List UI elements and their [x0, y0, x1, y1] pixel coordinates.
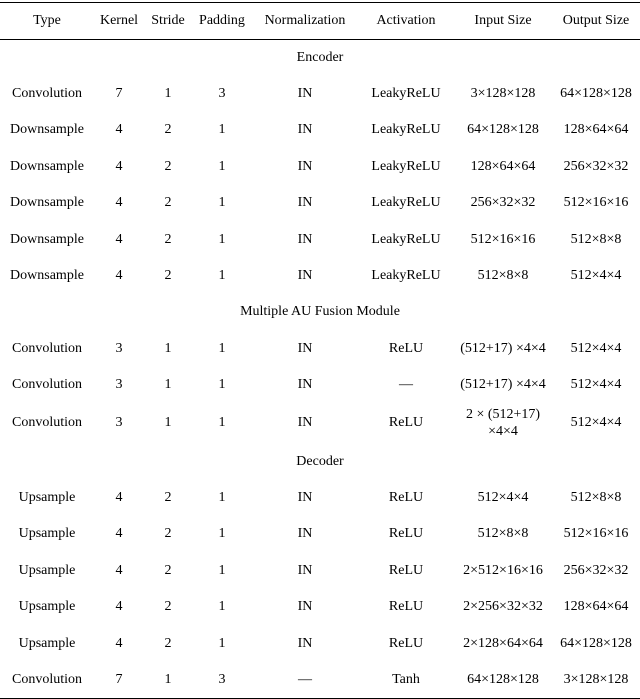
cell-output-size: 256×32×32: [563, 562, 629, 578]
cell-type: Downsample: [10, 158, 84, 174]
cell-activation: Tanh: [358, 662, 454, 698]
cell-input-size: 512×16×16: [470, 231, 536, 247]
cell-type: Upsample: [18, 635, 76, 651]
table-row: [0, 403, 640, 443]
cell-padding: 1: [218, 268, 226, 284]
cell-stride: 2: [164, 195, 172, 211]
cell-activation: ReLU: [388, 415, 424, 431]
cell-stride: 2: [164, 526, 172, 542]
cell-stride: 2: [164, 268, 172, 284]
cell-normalization: IN: [297, 489, 313, 505]
table-header: [0, 3, 640, 40]
cell-activation: LeakyReLU: [371, 158, 441, 174]
section-row: [0, 40, 640, 76]
cell-normalization: IN: [297, 599, 313, 615]
cell-kernel: 4: [115, 195, 123, 211]
cell-type: Downsample: [10, 195, 84, 211]
cell-normalization: IN: [297, 377, 313, 393]
cell-type: Upsample: [18, 526, 76, 542]
cell-input-size: 64×128×128: [454, 662, 552, 698]
cell-stride: 1: [164, 86, 172, 102]
cell-type: Downsample: [10, 231, 84, 247]
table-row: [0, 258, 640, 294]
cell-input-size: 2×128×64×64: [463, 635, 543, 651]
cell-activation: LeakyReLU: [371, 195, 441, 211]
cell-stride: 1: [164, 377, 172, 393]
cell-input-size: (512+17) ×4×4: [460, 340, 546, 356]
cell-input-size: 2×512×16×16: [463, 562, 543, 578]
cell-kernel: 4: [115, 122, 123, 138]
table-row: [0, 221, 640, 257]
cell-stride: 2: [164, 122, 172, 138]
cell-type: Convolution: [11, 415, 82, 431]
cell-padding: 3: [192, 662, 252, 698]
cell-output-size: 512×4×4: [570, 340, 622, 356]
cell-output-size: 128×64×64: [563, 599, 629, 615]
cell-padding: 3: [218, 86, 226, 102]
cell-kernel: 4: [115, 231, 123, 247]
cell-kernel: 3: [115, 340, 123, 356]
cell-kernel: 3: [115, 415, 123, 431]
cell-kernel: 3: [115, 377, 123, 393]
cell-type: Upsample: [18, 489, 76, 505]
cell-padding: 1: [218, 122, 226, 138]
cell-type: Convolution: [11, 340, 82, 356]
cell-type: Convolution: [11, 86, 82, 102]
table-row: [0, 589, 640, 625]
section-row: [0, 443, 640, 479]
cell-input-size: 64×128×128: [467, 122, 539, 138]
cell-normalization: IN: [297, 340, 313, 356]
cell-activation: LeakyReLU: [371, 268, 441, 284]
cell-output-size: 512×4×4: [570, 377, 622, 393]
header-stride: Stride: [144, 3, 192, 40]
cell-normalization: IN: [297, 415, 313, 431]
cell-padding: 1: [218, 377, 226, 393]
cell-normalization: IN: [297, 158, 313, 174]
table-body: [0, 40, 640, 699]
table-row: [0, 367, 640, 403]
cell-padding: 1: [218, 489, 226, 505]
cell-stride: 2: [164, 489, 172, 505]
cell-output-size: 256×32×32: [563, 158, 629, 174]
cell-type: Upsample: [18, 562, 76, 578]
cell-stride: 2: [164, 158, 172, 174]
cell-input-size: (512+17) ×4×4: [460, 377, 546, 393]
cell-stride: 1: [164, 415, 172, 431]
table-row: [0, 516, 640, 552]
table-row: [0, 553, 640, 589]
cell-padding: 1: [218, 635, 226, 651]
cell-activation: LeakyReLU: [371, 231, 441, 247]
header-type: Type: [0, 3, 94, 40]
cell-output-size: 512×4×4: [570, 415, 622, 431]
cell-padding: 1: [218, 195, 226, 211]
section-title: Multiple AU Fusion Module: [240, 304, 400, 320]
cell-normalization: IN: [297, 122, 313, 138]
cell-kernel: 4: [115, 268, 123, 284]
cell-stride: 2: [164, 562, 172, 578]
header-row: [0, 3, 640, 40]
section-row: [0, 294, 640, 330]
cell-stride: 2: [164, 635, 172, 651]
cell-kernel: 4: [115, 489, 123, 505]
cell-type: Upsample: [18, 599, 76, 615]
cell-kernel: 4: [115, 599, 123, 615]
cell-type: Downsample: [10, 268, 84, 284]
cell-normalization: IN: [297, 635, 313, 651]
cell-type: Convolution: [0, 662, 94, 698]
cell-activation: ReLU: [388, 526, 424, 542]
table-row: [0, 331, 640, 367]
section-title: Encoder: [296, 49, 344, 65]
cell-stride: 1: [144, 662, 192, 698]
cell-activation: ReLU: [388, 489, 424, 505]
cell-kernel: 4: [115, 158, 123, 174]
section-title: Decoder: [296, 453, 344, 469]
cell-padding: 1: [218, 562, 226, 578]
header-activation: Activation: [358, 3, 454, 40]
cell-output-size: 512×16×16: [563, 195, 629, 211]
header-output-size: Output Size: [552, 3, 640, 40]
table-row: [0, 112, 640, 148]
cell-normalization: IN: [297, 268, 313, 284]
header-normalization: Normalization: [252, 3, 358, 40]
cell-input-size: 512×8×8: [477, 526, 529, 542]
table-row: [0, 76, 640, 112]
cell-output-size: 64×128×128: [560, 86, 632, 102]
cell-input-size: 256×32×32: [470, 195, 536, 211]
table-row: [0, 185, 640, 221]
cell-output-size: 512×4×4: [570, 268, 622, 284]
cell-normalization: IN: [297, 195, 313, 211]
table-row: [0, 480, 640, 516]
cell-padding: 1: [218, 599, 226, 615]
cell-input-size: 128×64×64: [470, 158, 536, 174]
cell-activation: LeakyReLU: [371, 86, 441, 102]
cell-stride: 2: [164, 231, 172, 247]
cell-kernel: 4: [115, 562, 123, 578]
cell-stride: 2: [164, 599, 172, 615]
header-input-size: Input Size: [454, 3, 552, 40]
cell-kernel: 4: [115, 526, 123, 542]
cell-padding: 1: [218, 340, 226, 356]
cell-padding: 1: [218, 526, 226, 542]
cell-output-size: 512×16×16: [563, 526, 629, 542]
cell-activation: ReLU: [388, 562, 424, 578]
table-row: [0, 149, 640, 185]
cell-output-size: 512×8×8: [570, 231, 622, 247]
cell-output-size: 512×8×8: [570, 489, 622, 505]
cell-input-size: 2×256×32×32: [463, 599, 543, 615]
cell-output-size: 128×64×64: [563, 122, 629, 138]
cell-padding: 1: [218, 415, 226, 431]
cell-type: Convolution: [11, 377, 82, 393]
cell-normalization: IN: [297, 526, 313, 542]
cell-output-size: 3×128×128: [552, 662, 640, 698]
cell-padding: 1: [218, 158, 226, 174]
cell-kernel: 7: [94, 662, 144, 698]
table-row: [0, 662, 640, 698]
header-kernel: Kernel: [94, 3, 144, 40]
cell-input-size: 512×4×4: [477, 489, 529, 505]
cell-activation: ReLU: [388, 340, 424, 356]
cell-kernel: 4: [115, 635, 123, 651]
cell-output-size: 64×128×128: [560, 635, 632, 651]
cell-input-size: 512×8×8: [477, 268, 529, 284]
cell-activation: LeakyReLU: [371, 122, 441, 138]
cell-normalization: IN: [297, 86, 313, 102]
cell-normalization: IN: [297, 562, 313, 578]
table-row: [0, 625, 640, 661]
header-padding: Padding: [192, 3, 252, 40]
cell-stride: 1: [164, 340, 172, 356]
cell-activation: ReLU: [388, 599, 424, 615]
architecture-table: [0, 2, 640, 699]
cell-input-size: 2 × (512+17) ×4×4: [465, 407, 541, 440]
cell-normalization: —: [252, 662, 358, 698]
cell-kernel: 7: [115, 86, 123, 102]
cell-normalization: IN: [297, 231, 313, 247]
cell-activation: —: [399, 377, 413, 393]
cell-input-size: 3×128×128: [470, 86, 536, 102]
cell-padding: 1: [218, 231, 226, 247]
cell-activation: ReLU: [388, 635, 424, 651]
cell-type: Downsample: [10, 122, 84, 138]
